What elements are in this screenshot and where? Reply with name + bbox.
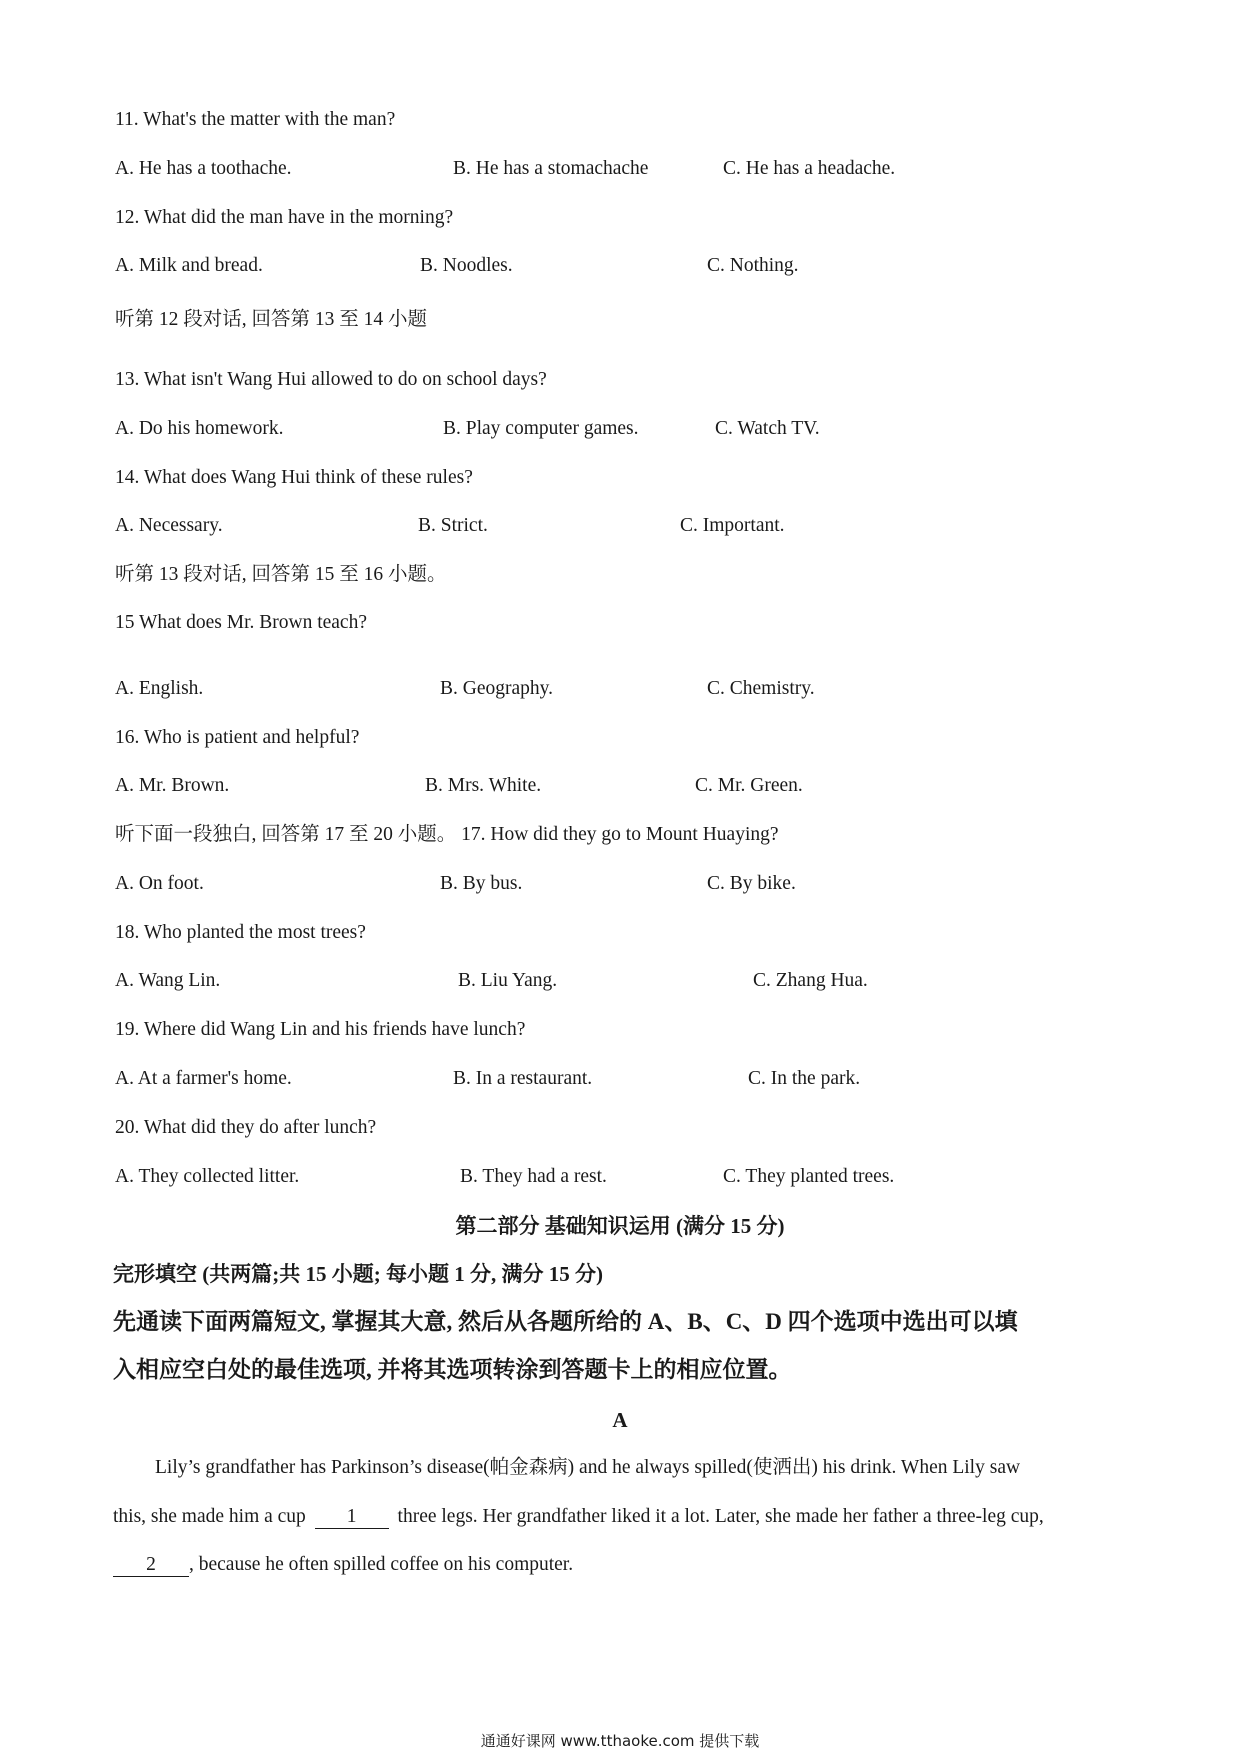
question-14-stem: 14. What does Wang Hui think of these rules?: [115, 467, 473, 488]
question-19-stem: 19. Where did Wang Lin and his friends have lunch?: [115, 1019, 526, 1040]
question-16-option-c: C. Mr. Green.: [695, 775, 803, 796]
question-20-option-a: A. They collected litter.: [115, 1166, 300, 1187]
question-17-option-a: A. On foot.: [115, 873, 204, 894]
question-15-option-c: C. Chemistry.: [707, 678, 815, 699]
question-11-option-b: B. He has a stomachache: [453, 158, 649, 179]
instruction-dialogue-13: 听第 13 段对话, 回答第 15 至 16 小题。: [115, 564, 447, 585]
question-18-stem: 18. Who planted the most trees?: [115, 922, 366, 943]
passage-line-2: [113, 1505, 1044, 1529]
instruction-monologue: 听下面一段独白, 回答第 17 至 20 小题。 17. How did they go to Mount Huaying?: [115, 824, 779, 845]
part2-instruction-line2: 入相应空白处的最佳选项, 并将其选项转涂到答题卡上的相应位置。: [113, 1357, 792, 1382]
question-11-stem: 11. What's the matter with the man?: [115, 109, 396, 130]
question-16-stem: 16. Who is patient and helpful?: [115, 727, 360, 748]
passage-line-3: [113, 1553, 573, 1577]
question-14-option-a: A. Necessary.: [115, 515, 223, 536]
question-20-stem: 20. What did they do after lunch?: [115, 1117, 377, 1138]
question-13-stem: 13. What isn't Wang Hui allowed to do on school days?: [115, 369, 547, 390]
question-19-option-a: A. At a farmer's home.: [115, 1068, 292, 1089]
question-19-option-c: C. In the park.: [748, 1068, 861, 1089]
question-14-option-c: C. Important.: [680, 515, 785, 536]
passage-line-2-start: this, she made him a cup: [113, 1506, 306, 1527]
question-14-option-b: B. Strict.: [418, 515, 488, 536]
question-12-option-b: B. Noodles.: [420, 255, 513, 276]
passage-line-3-end: , because he often spilled coffee on his computer.: [189, 1554, 574, 1575]
passage-line-2-end: three legs. Her grandfather liked it a lot. Later, she made her father a three-leg cup,: [397, 1506, 1044, 1527]
part2-subtitle: 完形填空 (共两篇;共 15 小题; 每小题 1 分, 满分 15 分): [113, 1262, 603, 1286]
question-20-option-c: C. They planted trees.: [723, 1166, 895, 1187]
question-20-option-b: B. They had a rest.: [460, 1166, 607, 1187]
question-18-option-b: B. Liu Yang.: [458, 970, 558, 991]
question-12-option-c: C. Nothing.: [707, 255, 799, 276]
question-13-option-a: A. Do his homework.: [115, 418, 284, 439]
blank-1: 1: [315, 1506, 389, 1529]
blank-2: 2: [113, 1554, 189, 1577]
question-12-stem: 12. What did the man have in the morning?: [115, 207, 454, 228]
footer-source: 通通好课网 www.tthaoke.com 提供下载: [480, 1732, 760, 1750]
question-15-option-b: B. Geography.: [440, 678, 554, 699]
part2-instruction-line1: 先通读下面两篇短文, 掌握其大意, 然后从各题所给的 A、B、C、D 四个选项中选出可以填: [113, 1309, 1018, 1334]
passage-line-1: Lily’s grandfather has Parkinson’s disease(帕金森病) and he always spilled(使洒出) his drink. When Lily saw: [155, 1457, 1021, 1478]
question-18-option-c: C. Zhang Hua.: [753, 970, 868, 991]
question-15-option-a: A. English.: [115, 678, 204, 699]
question-13-option-b: B. Play computer games.: [443, 418, 639, 439]
question-11-option-a: A. He has a toothache.: [115, 158, 292, 179]
question-12-option-a: A. Milk and bread.: [115, 255, 263, 276]
instruction-dialogue-12: 听第 12 段对话, 回答第 13 至 14 小题: [115, 309, 428, 330]
question-15-stem: 15 What does Mr. Brown teach?: [115, 612, 367, 633]
question-18-option-a: A. Wang Lin.: [115, 970, 221, 991]
question-13-option-c: C. Watch TV.: [715, 418, 820, 439]
question-17-option-b: B. By bus.: [440, 873, 523, 894]
passage-label: A: [612, 1408, 628, 1432]
question-16-option-b: B. Mrs. White.: [425, 775, 542, 796]
question-11-option-c: C. He has a headache.: [723, 158, 896, 179]
question-17-option-c: C. By bike.: [707, 873, 796, 894]
question-16-option-a: A. Mr. Brown.: [115, 775, 230, 796]
part2-title: 第二部分 基础知识运用 (满分 15 分): [455, 1214, 785, 1238]
question-19-option-b: B. In a restaurant.: [453, 1068, 593, 1089]
